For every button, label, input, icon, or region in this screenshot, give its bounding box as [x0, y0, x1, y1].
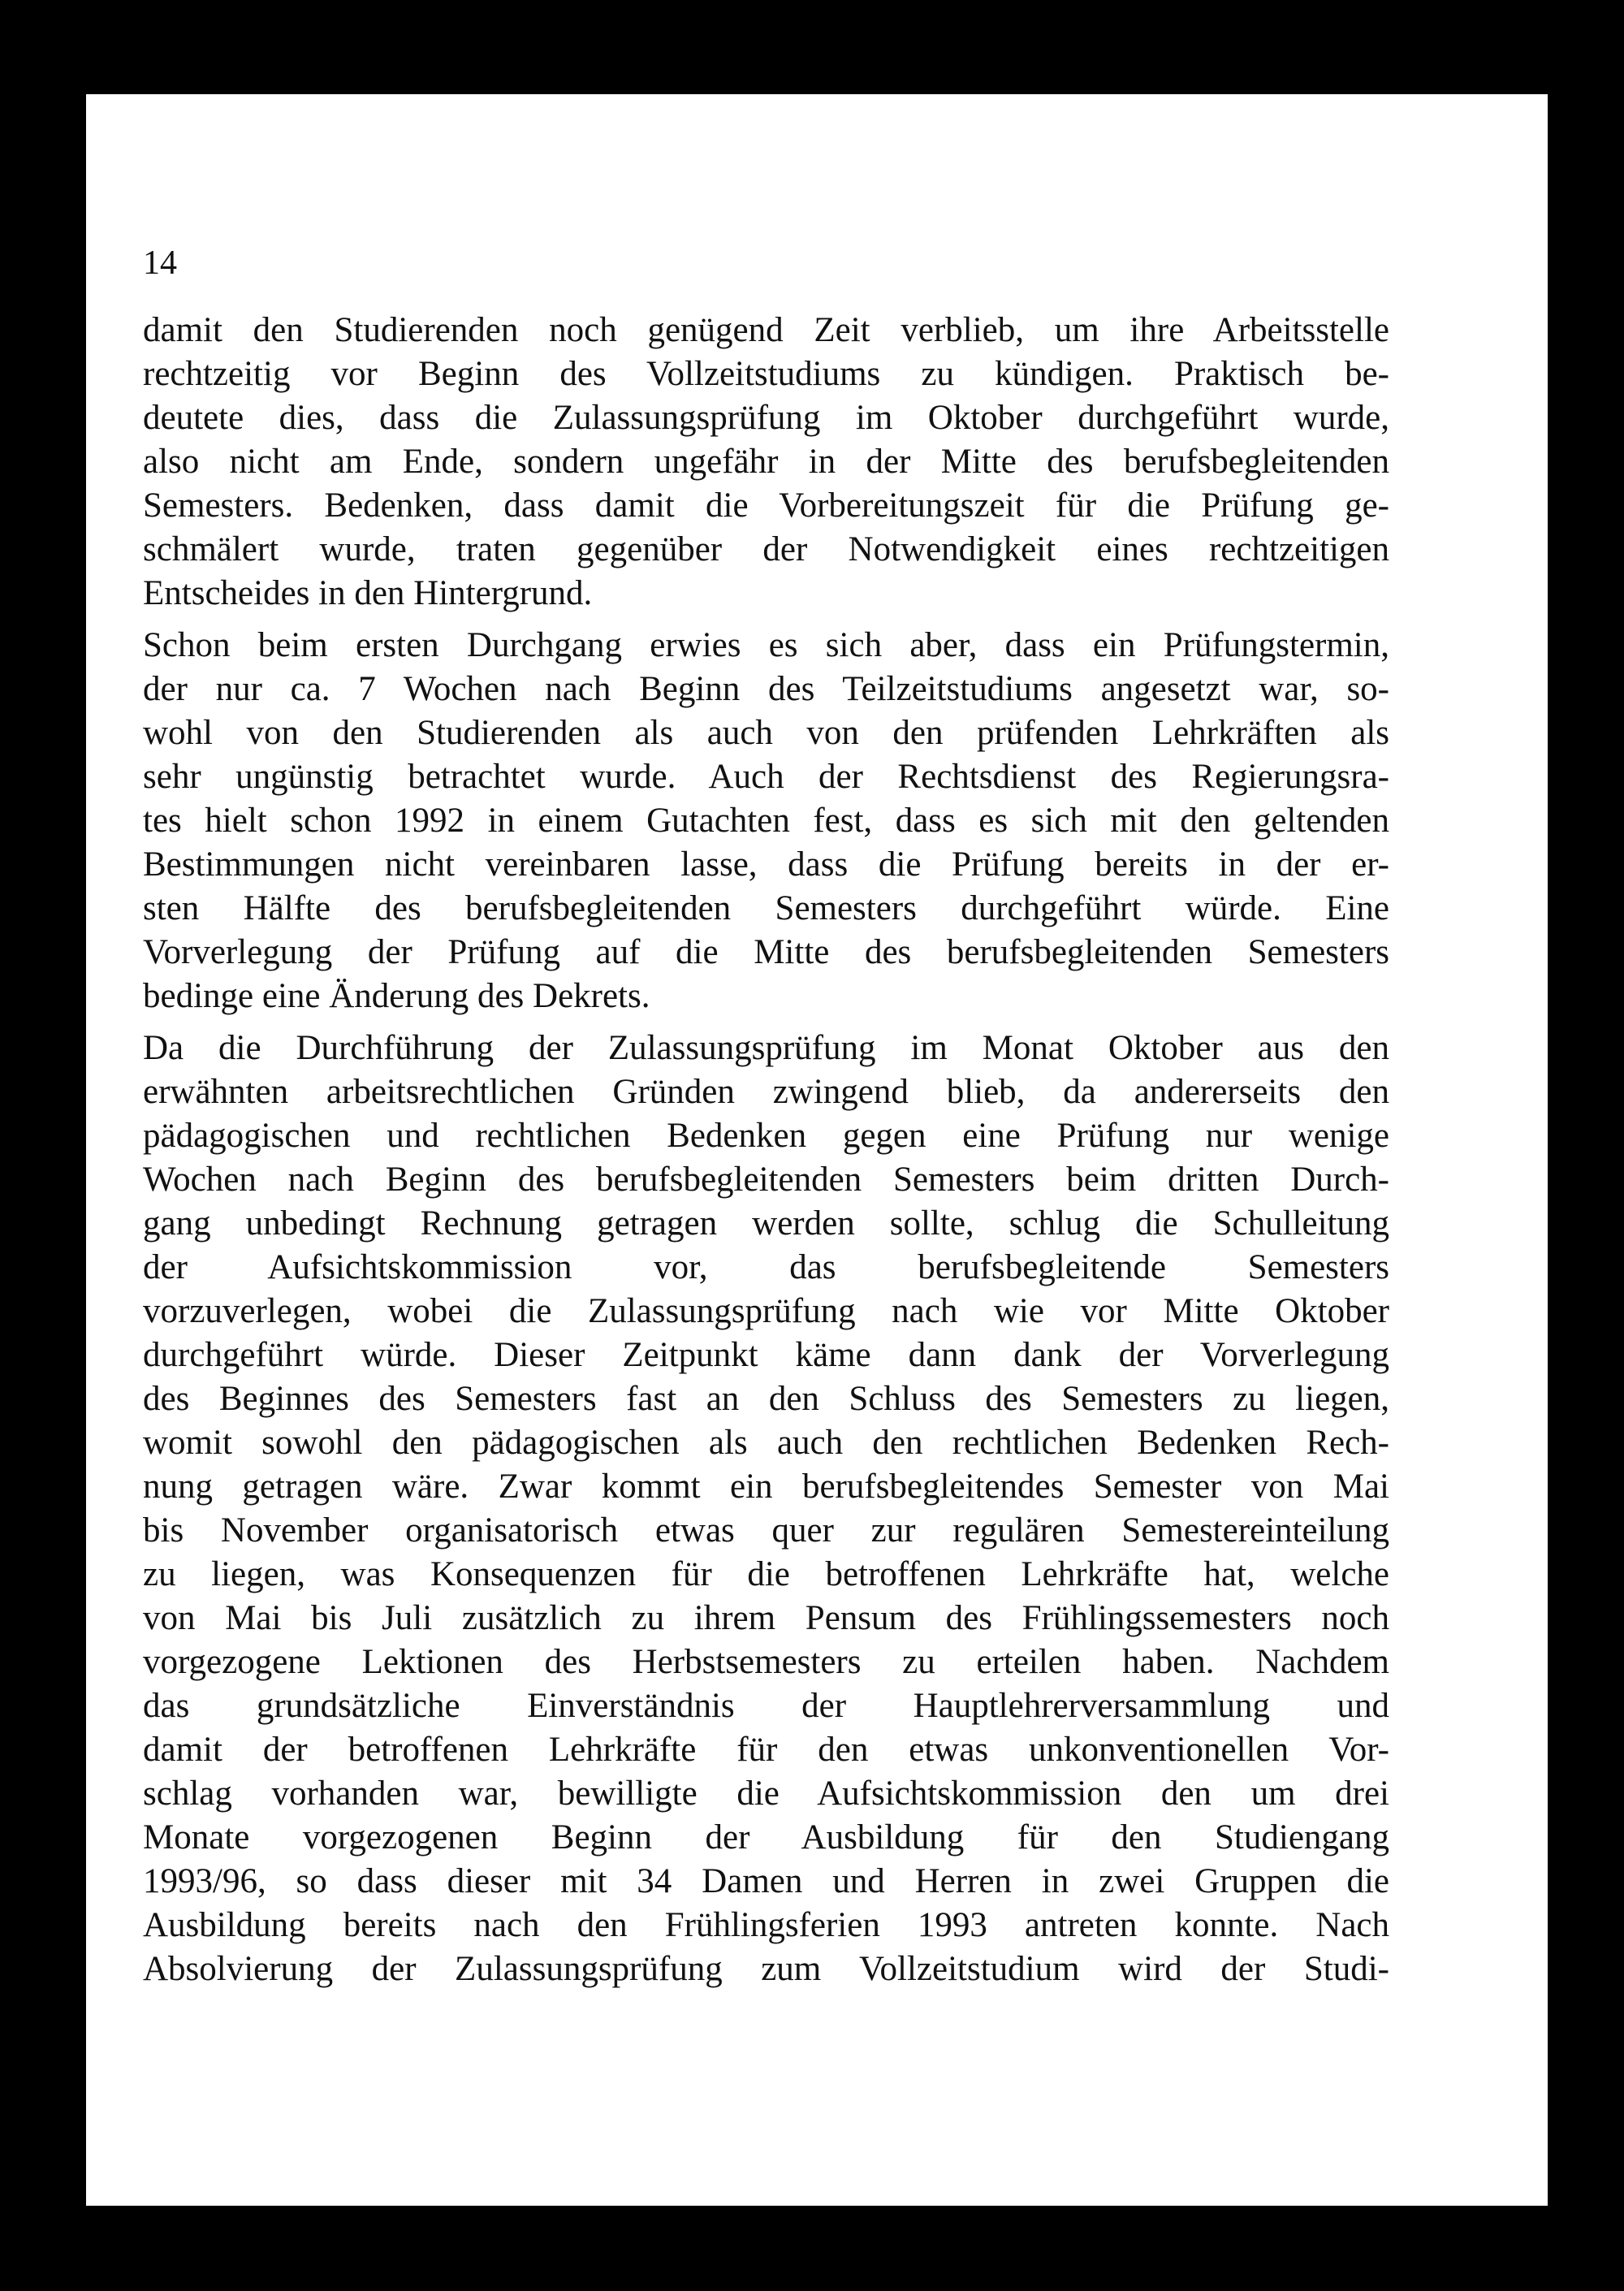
text-line: der nur ca. 7 Wochen nach Beginn des Teilzeitstudiums angesetzt war, so-	[143, 670, 1389, 708]
page-number: 14	[143, 244, 177, 282]
text-line: sehr ungünstig betrachtet wurde. Auch der Rechtsdienst des Regierungsra-	[143, 758, 1389, 796]
text-line: wohl von den Studierenden als auch von den prüfenden Lehrkräften als	[143, 714, 1389, 752]
text-line: 1993/96, so dass dieser mit 34 Damen und Herren in zwei Gruppen die	[143, 1862, 1389, 1900]
text-line: Absolvierung der Zulassungsprüfung zum Vollzeitstudium wird der Studi-	[143, 1950, 1389, 1988]
text-line: vorzuverlegen, wobei die Zulassungsprüfung nach wie vor Mitte Oktober	[143, 1292, 1389, 1330]
text-line: zu liegen, was Konsequenzen für die betroffenen Lehrkräfte hat, welche	[143, 1555, 1389, 1593]
text-line: tes hielt schon 1992 in einem Gutachten fest, dass es sich mit den geltenden	[143, 802, 1389, 840]
text-line: Entscheides in den Hintergrund.	[143, 574, 593, 612]
text-line: gang unbedingt Rechnung getragen werden sollte, schlug die Schulleitung	[143, 1204, 1389, 1243]
text-line: damit den Studierenden noch genügend Zeit verblieb, um ihre Arbeitsstelle	[143, 311, 1389, 349]
text-line: von Mai bis Juli zusätzlich zu ihrem Pensum des Frühlingssemesters noch	[143, 1599, 1389, 1637]
text-line: der Aufsichtskommission vor, das berufsbegleitende Semesters	[143, 1248, 1389, 1286]
text-line: Vorverlegung der Prüfung auf die Mitte des berufsbegleitenden Semesters	[143, 933, 1389, 971]
text-line: rechtzeitig vor Beginn des Vollzeitstudiums zu kündigen. Praktisch be-	[143, 355, 1389, 393]
text-line: erwähnten arbeitsrechtlichen Gründen zwingend blieb, da andererseits den	[143, 1073, 1389, 1111]
text-line: Wochen nach Beginn des berufsbegleitenden Semesters beim dritten Durch-	[143, 1161, 1389, 1199]
text-line: schmälert wurde, traten gegenüber der Notwendigkeit eines rechtzeitigen	[143, 530, 1389, 568]
paragraph-3	[143, 1027, 1389, 1991]
text-line: vorgezogene Lektionen des Herbstsemesters zu erteilen haben. Nachdem	[143, 1643, 1389, 1681]
text-line: bedinge eine Änderung des Dekrets.	[143, 977, 650, 1015]
text-line: das grundsätzliche Einverständnis der Hauptlehrerversammlung und	[143, 1687, 1389, 1725]
text-line: bis November organisatorisch etwas quer zur regulären Semestereinteilung	[143, 1511, 1389, 1550]
text-line: also nicht am Ende, sondern ungefähr in der Mitte des berufsbegleitenden	[143, 443, 1389, 481]
text-line: Bestimmungen nicht vereinbaren lasse, dass die Prüfung bereits in der er-	[143, 845, 1389, 884]
body-text	[143, 309, 1389, 1991]
text-line: Ausbildung bereits nach den Frühlingsferien 1993 antreten konnte. Nach	[143, 1906, 1389, 1944]
paragraph-2	[143, 624, 1389, 1018]
text-line: nung getragen wäre. Zwar kommt ein berufsbegleitendes Semester von Mai	[143, 1468, 1389, 1506]
text-line: Da die Durchführung der Zulassungsprüfung im Monat Oktober aus den	[143, 1029, 1389, 1067]
text-line: womit sowohl den pädagogischen als auch den rechtlichen Bedenken Rech-	[143, 1424, 1389, 1462]
text-line: Schon beim ersten Durchgang erwies es sich aber, dass ein Prüfungstermin,	[143, 626, 1389, 664]
text-line: Semesters. Bedenken, dass damit die Vorbereitungszeit für die Prüfung ge-	[143, 486, 1389, 525]
text-line: sten Hälfte des berufsbegleitenden Semesters durchgeführt würde. Eine	[143, 889, 1389, 927]
text-line: damit der betroffenen Lehrkräfte für den etwas unkonventionellen Vor-	[143, 1731, 1389, 1769]
text-line: des Beginnes des Semesters fast an den Schluss des Semesters zu liegen,	[143, 1380, 1389, 1418]
text-line: deutete dies, dass die Zulassungsprüfung im Oktober durchgeführt wurde,	[143, 399, 1389, 437]
text-line: Monate vorgezogenen Beginn der Ausbildung für den Studiengang	[143, 1818, 1389, 1857]
text-line: durchgeführt würde. Dieser Zeitpunkt käme dann dank der Vorverlegung	[143, 1336, 1389, 1374]
paragraph-1	[143, 309, 1389, 616]
text-line: pädagogischen und rechtlichen Bedenken gegen eine Prüfung nur wenige	[143, 1117, 1389, 1155]
text-line: schlag vorhanden war, bewilligte die Aufsichtskommission den um drei	[143, 1774, 1389, 1813]
